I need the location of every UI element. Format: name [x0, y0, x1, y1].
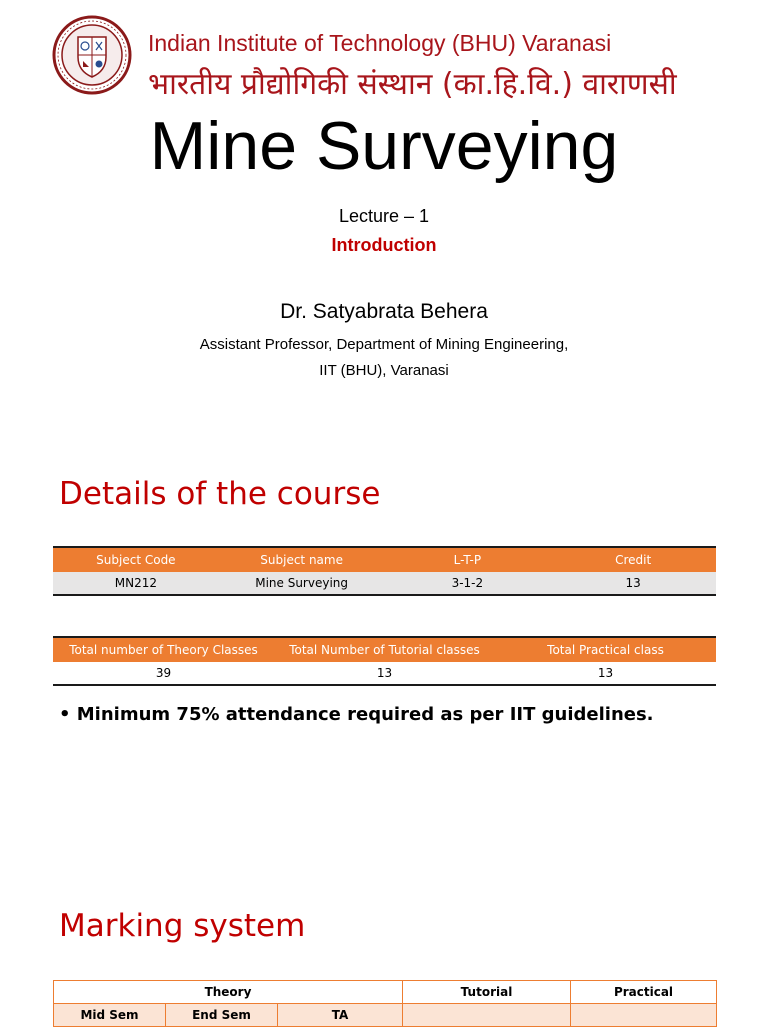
course-details-heading: Details of the course — [59, 476, 381, 512]
table-header-cell: Theory — [54, 981, 403, 1004]
table-header-cell: Practical — [571, 981, 717, 1004]
table-header-cell: Total number of Theory Classes — [53, 637, 274, 662]
table-cell: 13 — [550, 572, 716, 595]
table-row — [53, 572, 716, 595]
lecture-number: Lecture – 1 — [338, 206, 430, 226]
table-cell — [571, 1004, 717, 1027]
table-header-row — [53, 547, 716, 572]
table-header-cell: Subject Code — [53, 547, 219, 572]
table-header-cell: Total Number of Tutorial classes — [274, 637, 495, 662]
table-cell: TA — [278, 1004, 403, 1027]
table-header-row — [54, 981, 717, 1004]
lecture-topic: Introduction — [331, 235, 437, 255]
table-header-cell: Subject name — [219, 547, 385, 572]
table-header-cell: Total Practical class — [495, 637, 716, 662]
table-cell: End Sem — [166, 1004, 278, 1027]
class-count-table — [53, 636, 716, 686]
slide-title: Mine Surveying — [149, 108, 619, 184]
institute-name-english: Indian Institute of Technology (BHU) Varanasi — [148, 30, 612, 56]
table-cell: Mid Sem — [54, 1004, 166, 1027]
table-header-cell: Tutorial — [403, 981, 571, 1004]
author-position-line1: Assistant Professor, Department of Mining Engineering, — [199, 336, 569, 353]
table-cell: Mine Surveying — [219, 572, 385, 595]
table-cell: 3-1-2 — [385, 572, 551, 595]
table-cell: 39 — [53, 662, 274, 685]
table-cell: 13 — [274, 662, 495, 685]
table-row — [54, 1004, 717, 1027]
course-info-table — [53, 546, 716, 596]
author-position-line2: IIT (BHU), Varanasi — [319, 362, 449, 379]
table-cell: MN212 — [53, 572, 219, 595]
institute-name-hindi: भारतीय प्रौद्योगिकी संस्थान (का.हि.वि.) वाराणसी — [148, 67, 677, 102]
table-cell — [403, 1004, 571, 1027]
table-row — [53, 662, 716, 685]
author-position — [0, 332, 768, 384]
marking-system-heading: Marking system — [59, 908, 306, 944]
attendance-bullet: • Minimum 75% attendance required as per IIT guidelines. — [59, 704, 654, 725]
iit-bhu-emblem-icon — [52, 15, 132, 95]
table-header-cell: L-T-P — [385, 547, 551, 572]
table-cell: 13 — [495, 662, 716, 685]
author-name: Dr. Satyabrata Behera — [280, 300, 488, 323]
marking-table — [53, 980, 717, 1027]
table-header-row — [53, 637, 716, 662]
table-header-cell: Credit — [550, 547, 716, 572]
